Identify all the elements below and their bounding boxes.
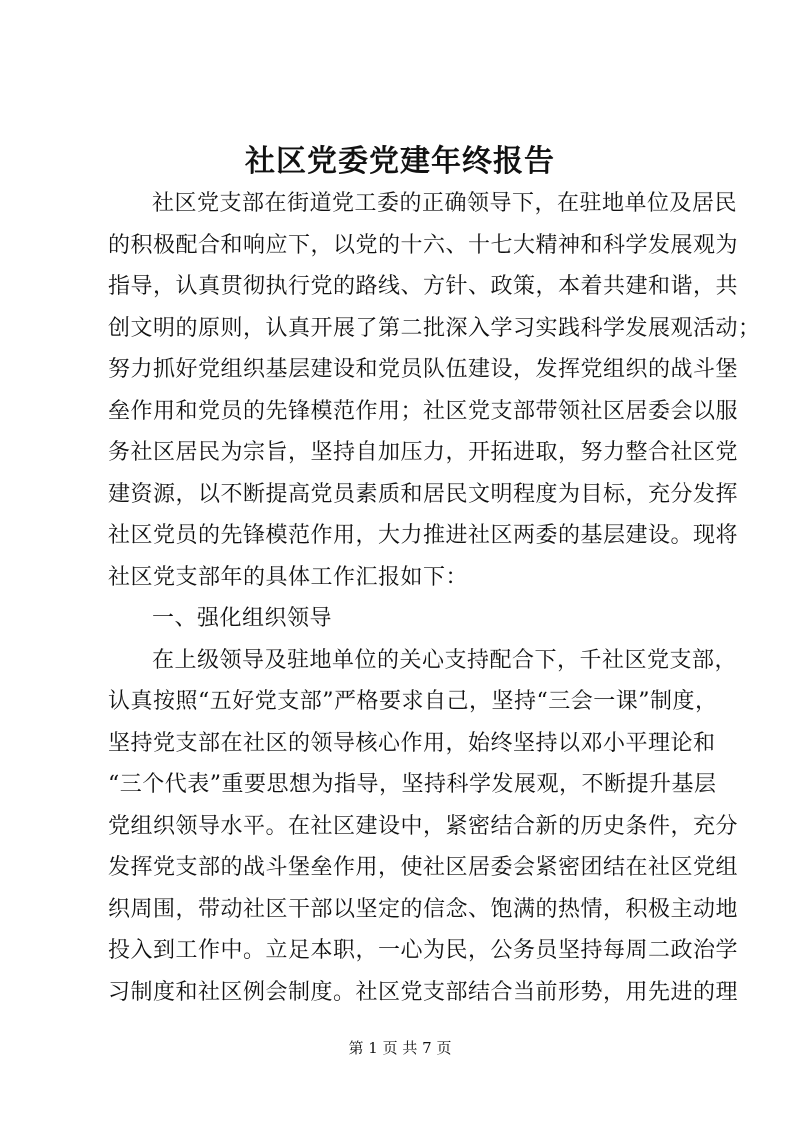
paragraph-line: 习制度和社区例会制度。社区党支部结合当前形势，用先进的理 [108,979,739,1005]
paragraph-line: 发挥党支部的战斗堡垒作用，使社区居委会紧密团结在社区党组 [108,855,739,880]
paragraph-line: 认真按照“五好党支部”严格要求自己，坚持“三会一课”制度， [108,689,718,714]
paragraph-line: 织周围，带动社区干部以坚定的信念、饱满的热情，积极主动地 [108,896,739,922]
paragraph-line: 坚持党支部在社区的领导核心作用，始终坚持以邓小平理论和 [108,730,716,756]
paragraph-line: 投入到工作中。立足本职，一心为民，公务员坚持每周二政治学 [108,938,739,963]
section-heading: 一、强化组织领导 [152,606,333,631]
paragraph-line: “三个代表”重要思想为指导，坚持科学发展观，不断提升基层 [108,772,717,797]
paragraph-line: 垒作用和党员的先锋模范作用；社区党支部带领社区居委会以服 [108,398,739,424]
document-body [108,183,761,1013]
paragraph-line: 努力抓好党组织基层建设和党员队伍建设，发挥党组织的战斗堡 [108,357,739,382]
page-number-footer: 第 1 页 共 7 页 [348,1039,452,1057]
paragraph-line: 社区党员的先锋模范作用，大力推进社区两委的基层建设。现将 [108,523,739,548]
paragraph-line: 创文明的原则，认真开展了第二批深入学习实践科学发展观活动； [108,315,761,341]
paragraph-line: 在上级领导及驻地单位的关心支持配合下，千社区党支部， [152,647,738,673]
paragraph-line: 务社区居民为宗旨，坚持自加压力，开拓进取，努力整合社区党 [108,440,739,465]
paragraph-line: 指导，认真贯彻执行党的路线、方针、政策，本着共建和谐，共 [108,274,739,299]
paragraph-line: 社区党支部在街道党工委的正确领导下，在驻地单位及居民 [152,191,738,216]
paragraph-line: 党组织领导水平。在社区建设中，紧密结合新的历史条件，充分 [108,813,739,839]
paragraph-line: 社区党支部年的具体工作汇报如下： [108,564,469,590]
document-title: 社区党委党建年终报告 [245,144,555,179]
paragraph-line: 的积极配合和响应下，以党的十六、十七大精神和科学发展观为 [108,232,739,258]
paragraph-line: 建资源，以不断提高党员素质和居民文明程度为目标，充分发挥 [108,481,739,507]
